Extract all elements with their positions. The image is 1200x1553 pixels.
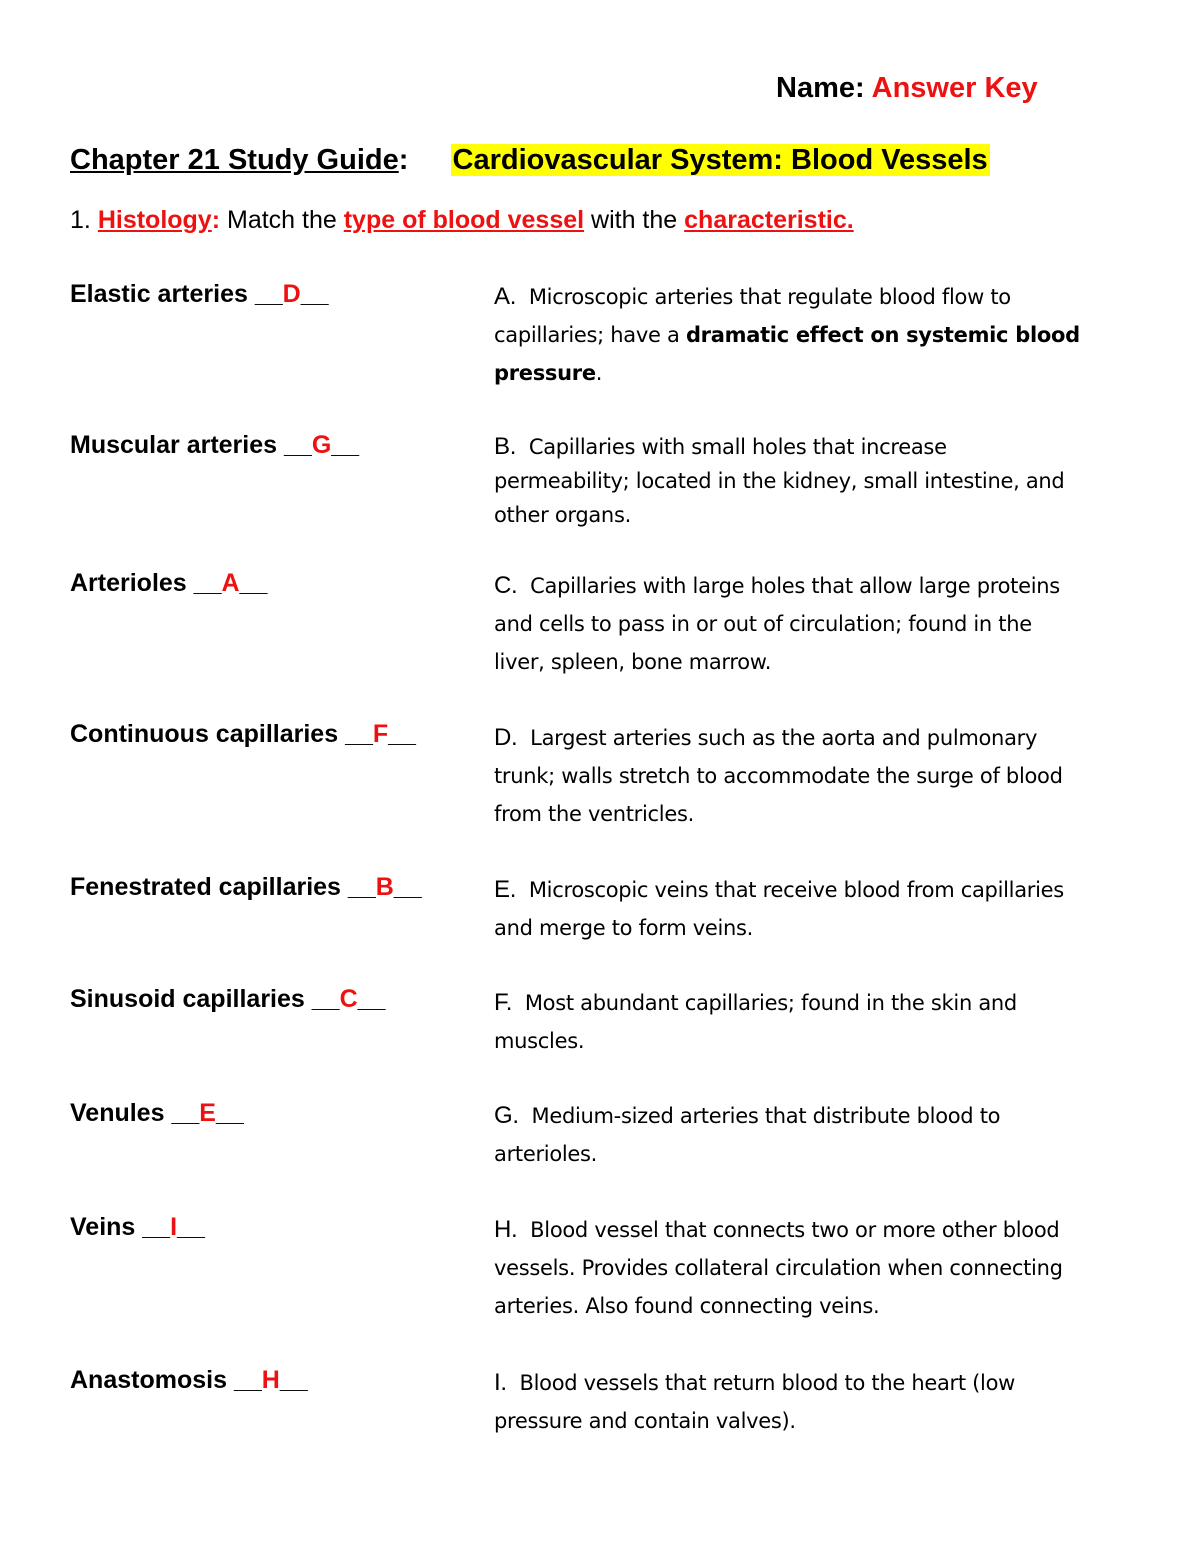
description-letter: B. bbox=[494, 433, 517, 460]
answer-letter: B bbox=[375, 873, 394, 901]
description-text: Microscopic veins that receive blood from capillaries bbox=[528, 878, 1064, 902]
answer-letter: C bbox=[339, 985, 358, 1013]
page-title bbox=[70, 144, 990, 177]
answer-blank-right: __ bbox=[279, 1366, 308, 1394]
answer-letter: E bbox=[199, 1099, 216, 1127]
description-letter: E. bbox=[494, 876, 517, 903]
description-text: permeability; located in the kidney, small intestine, and bbox=[494, 469, 1065, 493]
term-item bbox=[70, 431, 359, 460]
term-label: Muscular arteries bbox=[70, 431, 278, 459]
answer-blank-right: __ bbox=[357, 985, 386, 1013]
term-item bbox=[70, 1099, 244, 1128]
answer-blank-left: __ bbox=[171, 1099, 200, 1127]
answer-blank-left: __ bbox=[311, 985, 340, 1013]
answer-blank-right: __ bbox=[300, 280, 329, 308]
answer-blank-right: __ bbox=[215, 1099, 244, 1127]
question-text-1: Match the bbox=[227, 206, 344, 234]
description-item bbox=[494, 430, 1134, 532]
description-text: Capillaries with small holes that increase bbox=[528, 435, 947, 459]
description-letter: H. bbox=[494, 1216, 518, 1243]
description-text: other organs. bbox=[494, 503, 631, 527]
name-value: Answer Key bbox=[871, 72, 1038, 104]
answer-blank-left: __ bbox=[284, 431, 312, 459]
answer-letter: F bbox=[372, 720, 389, 748]
term-label: Venules bbox=[70, 1099, 165, 1127]
answer-blank-left: __ bbox=[142, 1213, 171, 1241]
description-text: Most abundant capillaries; found in the skin and bbox=[524, 991, 1017, 1015]
term-label: Continuous capillaries bbox=[70, 720, 339, 748]
answer-blank-left: __ bbox=[345, 720, 373, 748]
question-topic: Histology bbox=[97, 206, 212, 234]
title-colon: : bbox=[398, 144, 409, 176]
term-label: Sinusoid capillaries bbox=[70, 985, 305, 1013]
description-letter: I. bbox=[494, 1369, 507, 1396]
answer-blank-right: __ bbox=[239, 569, 268, 597]
answer-blank-right: __ bbox=[331, 431, 360, 459]
term-label: Arterioles bbox=[70, 569, 187, 597]
description-text: capillaries; have a bbox=[494, 323, 686, 347]
description-item bbox=[494, 719, 1134, 833]
description-text: Microscopic arteries that regulate blood flow to bbox=[528, 285, 1011, 309]
description-text: Medium-sized arteries that distribute blood to bbox=[531, 1104, 1001, 1128]
description-text: Blood vessels that return blood to the heart (low bbox=[519, 1371, 1016, 1395]
description-letter: F. bbox=[494, 989, 513, 1016]
description-text: arterioles. bbox=[494, 1142, 598, 1166]
title-highlight: Cardiovascular System: Blood Vessels bbox=[452, 144, 988, 176]
title-prefix: Chapter 21 Study Guide bbox=[70, 144, 399, 176]
term-label: Veins bbox=[70, 1213, 136, 1241]
answer-letter: A bbox=[221, 569, 240, 597]
description-text: and merge to form veins. bbox=[494, 916, 754, 940]
description-text: vessels. Provides collateral circulation when connecting bbox=[494, 1256, 1063, 1280]
answer-blank-left: __ bbox=[254, 280, 283, 308]
question-text-2: with the bbox=[584, 206, 685, 234]
description-item bbox=[494, 1364, 1134, 1440]
description-letter: G. bbox=[494, 1102, 519, 1129]
question-topic-colon: : bbox=[211, 206, 221, 234]
answer-blank-right: __ bbox=[177, 1213, 205, 1241]
answer-blank-right: __ bbox=[393, 873, 422, 901]
description-text: pressure and contain valves). bbox=[494, 1409, 796, 1433]
question-emph-2: characteristic. bbox=[684, 206, 854, 234]
answer-letter: H bbox=[261, 1366, 280, 1394]
term-item bbox=[70, 873, 422, 902]
question-emph-1: type of blood vessel bbox=[343, 206, 585, 234]
description-text: trunk; walls stretch to accommodate the surge of blood bbox=[494, 764, 1063, 788]
description-text: muscles. bbox=[494, 1029, 585, 1053]
description-emphasis: dramatic effect on systemic blood bbox=[685, 323, 1080, 347]
description-letter: D. bbox=[494, 724, 518, 751]
description-text: from the ventricles. bbox=[494, 802, 694, 826]
description-item bbox=[494, 278, 1134, 392]
description-item bbox=[494, 984, 1134, 1060]
name-label: Name: bbox=[776, 72, 865, 104]
description-item bbox=[494, 1211, 1134, 1325]
description-emphasis: pressure bbox=[494, 361, 596, 385]
answer-letter: D bbox=[282, 280, 301, 308]
description-item bbox=[494, 567, 1134, 681]
term-item bbox=[70, 985, 385, 1014]
term-item bbox=[70, 1213, 205, 1242]
description-text: Largest arteries such as the aorta and pulmonary bbox=[530, 726, 1038, 750]
name-line bbox=[776, 72, 1038, 105]
term-label: Fenestrated capillaries bbox=[70, 873, 341, 901]
description-letter: C. bbox=[494, 572, 518, 599]
answer-blank-left: __ bbox=[233, 1366, 262, 1394]
term-label: Elastic arteries bbox=[70, 280, 248, 308]
answer-letter: G bbox=[311, 431, 332, 459]
answer-blank-right: __ bbox=[388, 720, 416, 748]
term-label: Anastomosis bbox=[70, 1366, 227, 1394]
description-text: and cells to pass in or out of circulation; found in the bbox=[494, 612, 1032, 636]
description-text: liver, spleen, bone marrow. bbox=[494, 650, 772, 674]
description-text: arteries. Also found connecting veins. bbox=[494, 1294, 880, 1318]
answer-blank-left: __ bbox=[347, 873, 376, 901]
description-text: Blood vessel that connects two or more other blood bbox=[530, 1218, 1060, 1242]
term-item bbox=[70, 720, 416, 749]
description-item bbox=[494, 871, 1134, 947]
term-item bbox=[70, 569, 267, 598]
description-text: . bbox=[595, 361, 603, 385]
term-item bbox=[70, 280, 329, 309]
term-item bbox=[70, 1366, 308, 1395]
answer-letter: I bbox=[170, 1213, 178, 1241]
description-text: Capillaries with large holes that allow large proteins bbox=[530, 574, 1060, 598]
answer-blank-left: __ bbox=[193, 569, 222, 597]
question-prompt bbox=[70, 206, 854, 235]
description-item bbox=[494, 1097, 1134, 1173]
question-number: 1. bbox=[70, 206, 91, 234]
description-letter: A. bbox=[494, 283, 517, 310]
